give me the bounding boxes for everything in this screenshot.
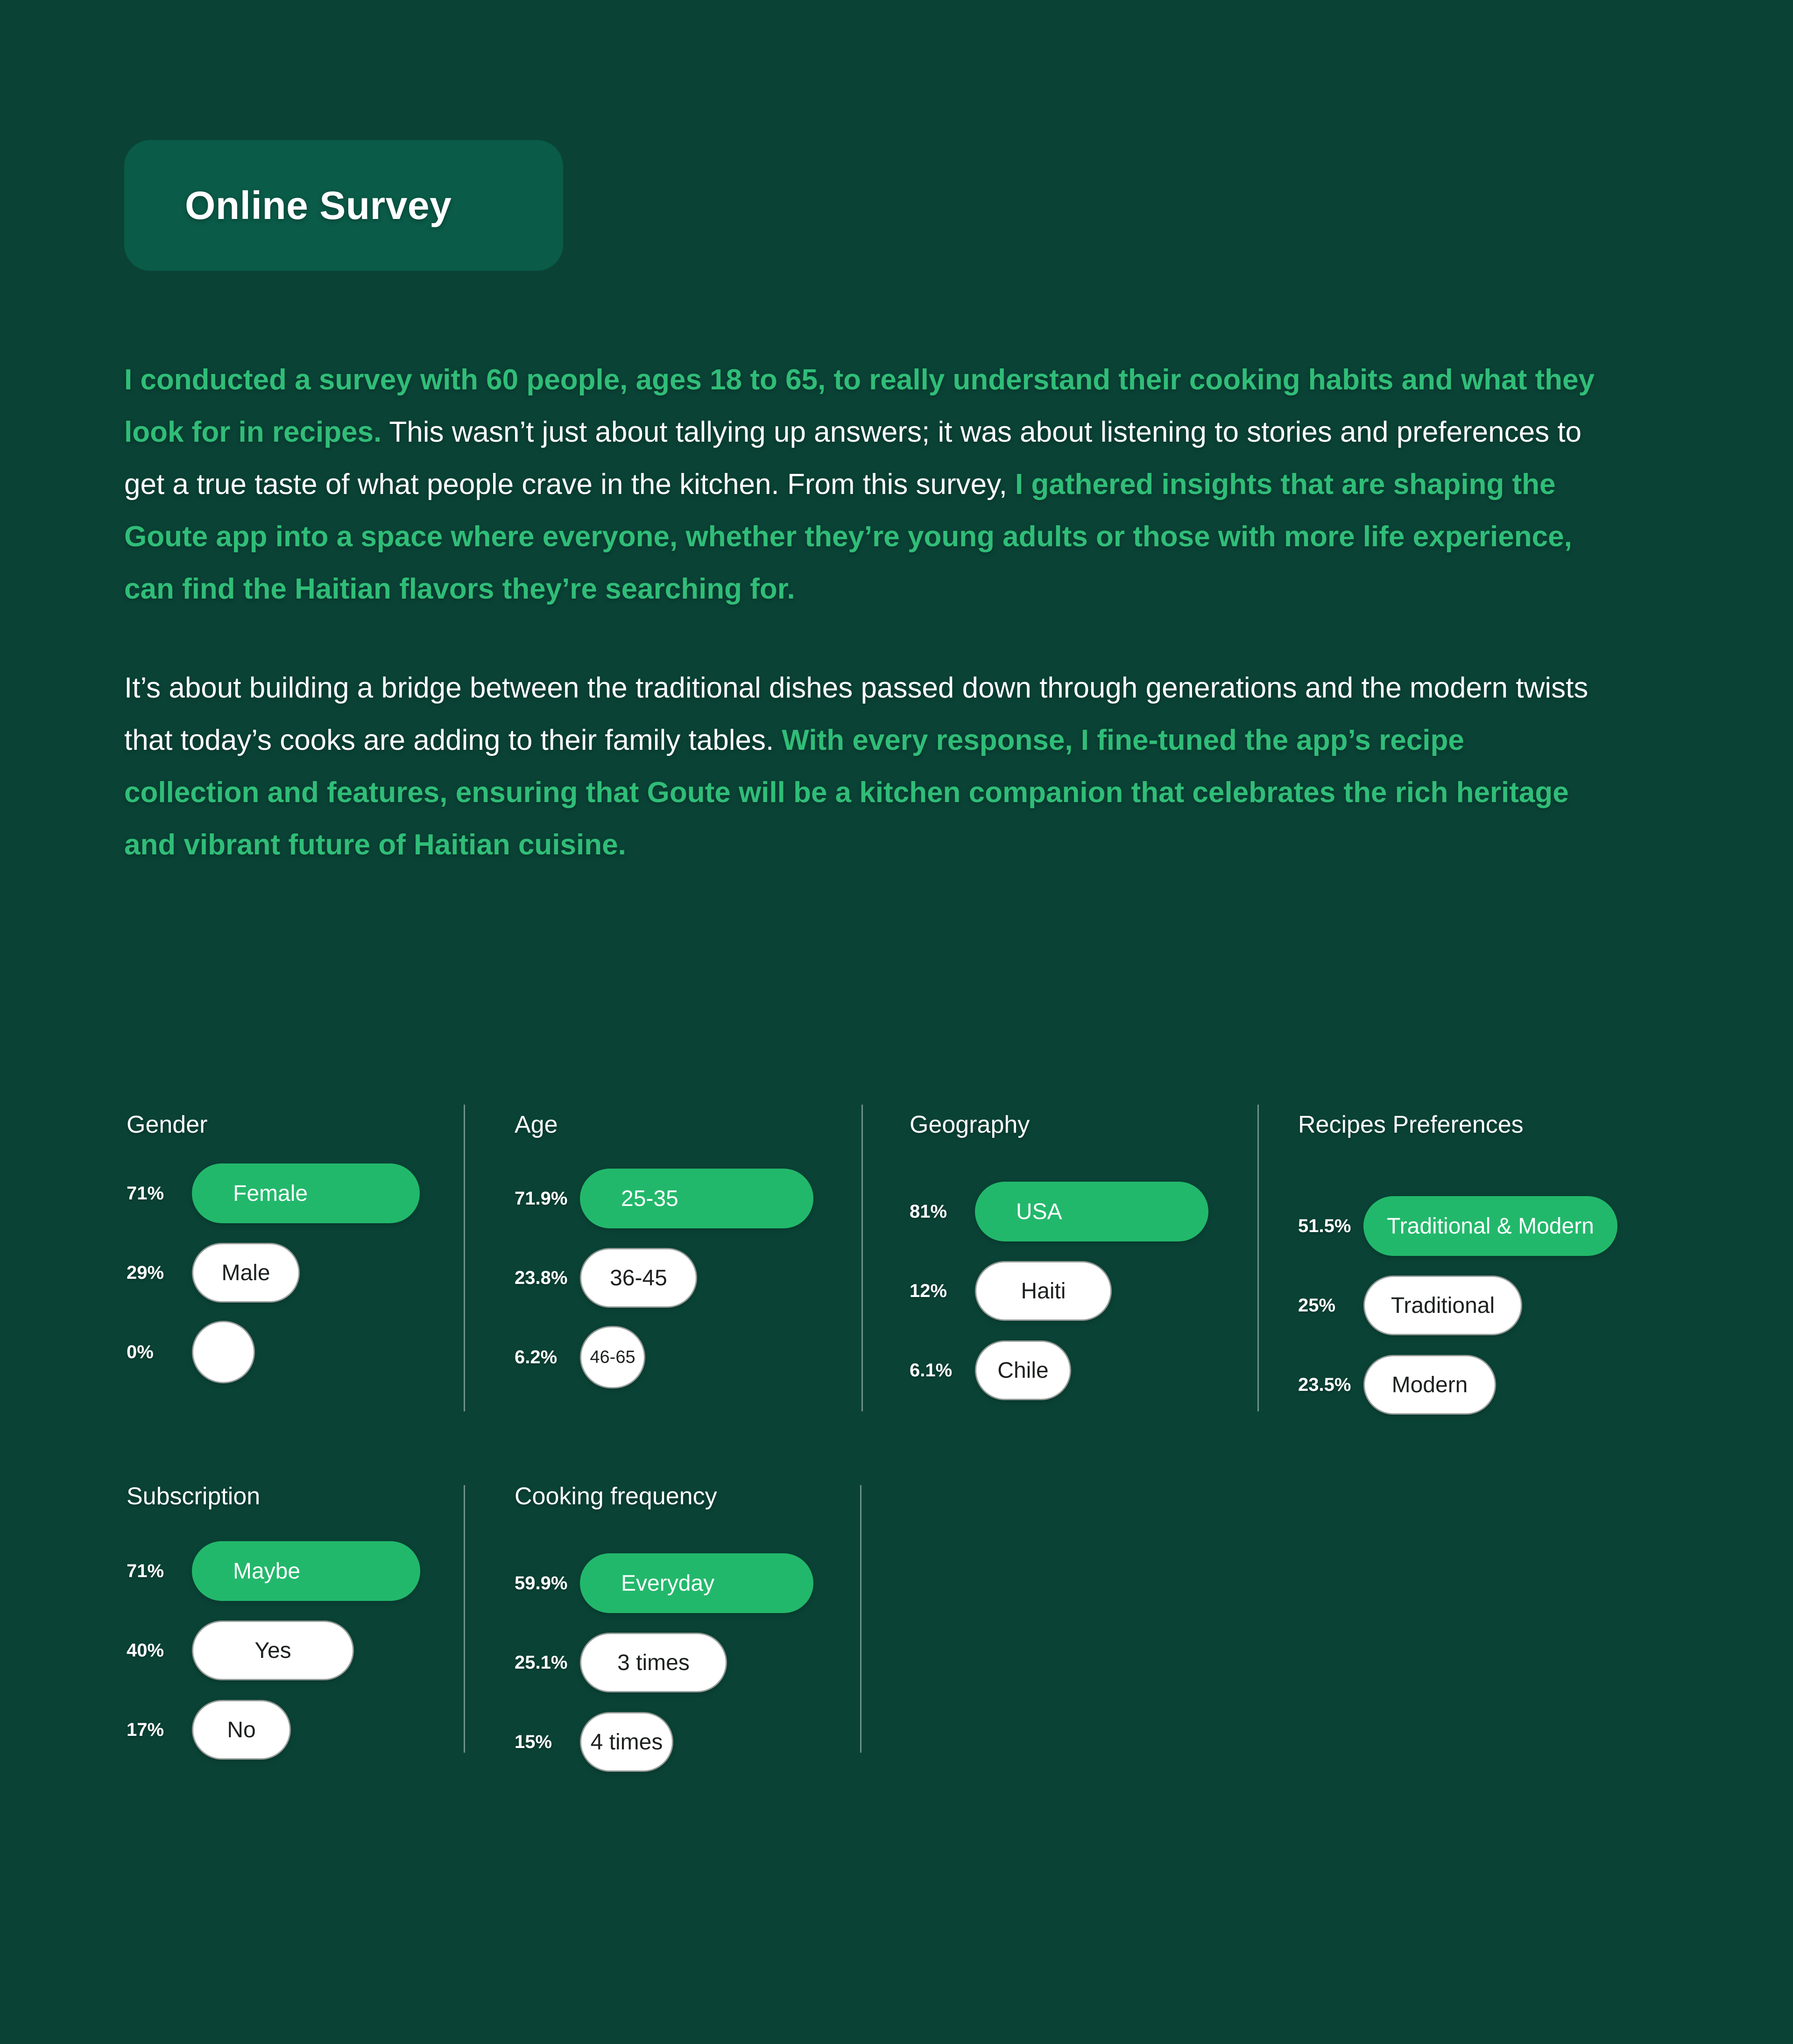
intro-run-white: It’s about building a bridge between the traditional dishes passed down through generations and the modern twists that today’s cooks are adding to their family tables. xyxy=(124,672,1588,756)
bar-row-usa xyxy=(910,1172,1208,1251)
percent-label: 6.2% xyxy=(515,1346,558,1367)
bar-row-female xyxy=(127,1154,420,1233)
percent-label: 51.5% xyxy=(1298,1215,1351,1236)
pill-usa xyxy=(975,1182,1208,1241)
bar-row-0 xyxy=(127,1312,420,1392)
pill-25-35 xyxy=(580,1169,813,1228)
pill-traditional-modern xyxy=(1363,1196,1617,1256)
bars xyxy=(1298,1186,1617,1424)
pill-label: 25-35 xyxy=(621,1186,678,1211)
pill-3-times xyxy=(580,1633,727,1692)
pill-label: USA xyxy=(1016,1199,1062,1224)
intro-run-green: With every response, I fine-tuned the app’s recipe collection and features, ensuring that Goute will be a kitchen companion that celebrates the rich heritage and vibrant future of Haitian cuisine. xyxy=(124,724,1569,861)
bars xyxy=(127,1154,420,1392)
bar-row-haiti xyxy=(910,1251,1208,1331)
section-divider xyxy=(464,1105,465,1411)
bars xyxy=(515,1544,813,1782)
section-title: Cooking frequency xyxy=(515,1483,717,1510)
pill-label: No xyxy=(227,1717,256,1742)
pill-label: Female xyxy=(233,1181,308,1206)
percent-label: 71.9% xyxy=(515,1188,568,1209)
pill-label: Male xyxy=(221,1260,270,1285)
bar-row-yes xyxy=(127,1611,420,1690)
pill-36-45 xyxy=(580,1248,697,1308)
pill-label: Everyday xyxy=(621,1571,715,1596)
pill-label: Yes xyxy=(254,1638,291,1663)
pill-haiti xyxy=(975,1261,1112,1321)
percent-label: 23.8% xyxy=(515,1267,568,1288)
bar-row-male xyxy=(127,1233,420,1312)
chart-section-geography xyxy=(910,1110,1208,1410)
bar-row-46-65 xyxy=(515,1318,813,1397)
percent-label: 23.5% xyxy=(1298,1374,1351,1395)
section-title: Subscription xyxy=(127,1483,261,1510)
pill-chile xyxy=(975,1340,1071,1400)
percent-label: 15% xyxy=(515,1731,552,1752)
pill-4-times xyxy=(580,1712,673,1772)
bar-row-traditional-modern xyxy=(1298,1186,1617,1266)
pill-everyday xyxy=(580,1553,813,1613)
pill-0 xyxy=(192,1321,255,1383)
bar-row-3-times xyxy=(515,1623,813,1702)
section-divider xyxy=(1257,1105,1259,1411)
bars xyxy=(127,1531,420,1769)
bar-row-modern xyxy=(1298,1345,1617,1424)
bar-row-25-35 xyxy=(515,1159,813,1238)
bar-row-everyday xyxy=(515,1544,813,1623)
section-divider xyxy=(861,1105,863,1411)
pill-label: 3 times xyxy=(617,1650,690,1675)
bar-row-chile xyxy=(910,1331,1208,1410)
pill-female xyxy=(192,1163,420,1223)
percent-label: 71% xyxy=(127,1183,164,1204)
percent-label: 25.1% xyxy=(515,1652,568,1673)
section-divider xyxy=(860,1485,861,1753)
percent-label: 59.9% xyxy=(515,1572,568,1593)
bar-row-4-times xyxy=(515,1702,813,1782)
percent-label: 25% xyxy=(1298,1295,1336,1316)
pill-label: Maybe xyxy=(233,1558,301,1584)
pill-46-65 xyxy=(580,1326,645,1389)
bars xyxy=(910,1172,1208,1410)
chart-section-recipes-preferences xyxy=(1298,1110,1617,1424)
intro-run-green: I gathered insights that are shaping the Goute app into a space where everyone, whether they’re young adults or those with more life experience, can find the Haitian flavors they’re searching for. xyxy=(124,468,1572,605)
section-divider xyxy=(464,1485,465,1753)
pill-label: Traditional & Modern xyxy=(1387,1213,1594,1239)
pill-label: Haiti xyxy=(1021,1278,1066,1304)
pill-label: 36-45 xyxy=(610,1265,667,1290)
pill-label: 46-65 xyxy=(590,1347,635,1367)
intro-run-green: I conducted a survey with 60 people, ages 18 to 65, to really understand their cooking habits and what they look for in recipes. xyxy=(124,364,1595,448)
section-title: Recipes Preferences xyxy=(1298,1111,1524,1138)
pill-traditional xyxy=(1363,1276,1522,1335)
percent-label: 6.1% xyxy=(910,1360,953,1381)
percent-label: 12% xyxy=(910,1280,947,1301)
pill-label: 4 times xyxy=(590,1729,663,1755)
intro-run-white: This wasn’t just about tallying up answers; it was about listening to stories and preferences to get a true taste of what people crave in the kitchen. From this survey, xyxy=(124,416,1582,500)
pill-label: Modern xyxy=(1391,1372,1468,1397)
pill-maybe xyxy=(192,1541,420,1601)
pill-yes xyxy=(192,1621,354,1680)
badge-label: Online Survey xyxy=(185,183,452,227)
chart-section-subscription xyxy=(127,1482,420,1769)
bar-row-traditional xyxy=(1298,1266,1617,1345)
bar-row-36-45 xyxy=(515,1238,813,1318)
bar-row-maybe xyxy=(127,1531,420,1611)
bar-row-no xyxy=(127,1690,420,1769)
percent-label: 81% xyxy=(910,1201,947,1222)
section-title: Age xyxy=(515,1111,558,1138)
pill-modern xyxy=(1363,1355,1496,1415)
chart-section-cooking-frequency xyxy=(515,1482,813,1782)
percent-label: 40% xyxy=(127,1640,164,1661)
percent-label: 17% xyxy=(127,1719,164,1740)
pill-no xyxy=(192,1700,291,1760)
percent-label: 0% xyxy=(127,1341,154,1362)
percent-label: 29% xyxy=(127,1262,164,1283)
chart-section-gender xyxy=(127,1110,420,1392)
pill-male xyxy=(192,1243,300,1303)
percent-label: 71% xyxy=(127,1560,164,1581)
pill-label: Chile xyxy=(997,1358,1049,1383)
section-title: Geography xyxy=(910,1111,1030,1138)
chart-section-age xyxy=(515,1110,813,1397)
pill-label: Traditional xyxy=(1391,1293,1495,1318)
section-title: Gender xyxy=(127,1111,208,1138)
bars xyxy=(515,1159,813,1397)
